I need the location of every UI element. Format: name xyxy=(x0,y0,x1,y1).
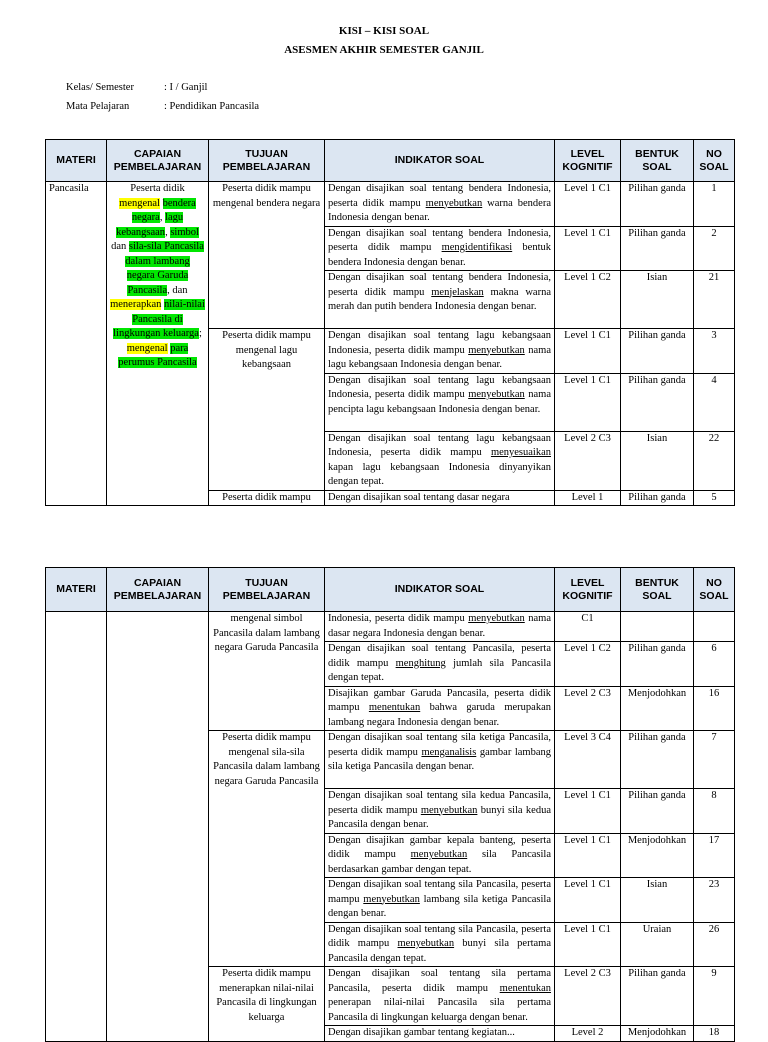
tujuan-cell: mengenal simbol Pancasila dalam lambang negara Garuda Pancasila xyxy=(209,612,325,731)
kisi-table-page-2 xyxy=(45,567,735,1042)
level-cell: Level 3 C4 xyxy=(555,731,621,789)
indikator-text: Dengan disajikan soal tentang sila Pancasila, peserta mampu xyxy=(328,879,551,905)
indikator-text: Dengan disajikan soal tentang lagu kebangsaan Indonesia, peserta didik mampu xyxy=(328,432,551,458)
indikator-text-end: bunyi sila kedua Pancasila dengan benar. xyxy=(328,804,551,830)
header-indikator: INDIKATOR SOAL xyxy=(325,140,555,182)
header-bentuk: BENTUK SOAL xyxy=(621,140,694,182)
indikator-verb: menyebutkan xyxy=(410,849,468,860)
tujuan-cell: Peserta didik mampu mengenal bendera negara xyxy=(209,182,325,329)
header-no: NO SOAL xyxy=(694,568,735,612)
indikator-verb: menyebutkan xyxy=(468,389,525,400)
indikator-cell xyxy=(325,833,555,878)
indikator-verb: menjelaskan xyxy=(431,286,484,298)
no-soal-cell: 9 xyxy=(694,967,735,1026)
indikator-cell xyxy=(325,612,555,642)
indikator-verb: menganalisis xyxy=(421,746,477,758)
no-soal-cell xyxy=(694,612,735,642)
capaian-cell xyxy=(107,182,209,506)
level-cell: Level 1 C1 xyxy=(555,182,621,227)
level-cell: C1 xyxy=(555,612,621,642)
bentuk-cell xyxy=(621,612,694,642)
meta-value: : Pendidikan Pancasila xyxy=(164,101,260,112)
indikator-cell xyxy=(325,642,555,687)
bentuk-cell: Pilihan ganda xyxy=(621,731,694,789)
indikator-cell xyxy=(325,226,555,271)
level-cell: Level 1 C1 xyxy=(555,373,621,431)
header-tujuan: TUJUAN PEMBELAJARAN xyxy=(209,140,325,182)
header-materi: MATERI xyxy=(46,568,107,612)
header-level: LEVEL KOGNITIF xyxy=(555,568,621,612)
indikator-cell xyxy=(325,789,555,834)
header-row xyxy=(46,140,735,182)
header-capaian: CAPAIAN PEMBELAJARAN xyxy=(107,140,209,182)
no-soal-cell: 26 xyxy=(694,922,735,967)
table-row xyxy=(46,612,735,642)
header-indikator: INDIKATOR SOAL xyxy=(325,568,555,612)
capaian-segment: nilai-nilai Pancasila di lingkungan keluarga xyxy=(113,299,205,339)
indikator-cell xyxy=(325,182,555,227)
indikator-cell xyxy=(325,329,555,374)
indikator-text: Dengan disajikan soal tentang lagu kebangsaan Indonesia, peserta didik mampu xyxy=(328,374,551,400)
document-subtitle: ASESMEN AKHIR SEMESTER GANJIL xyxy=(284,44,484,56)
indikator-text-end: makna warna merah dan putih bendera Indonesia dengan benar. xyxy=(328,286,551,312)
level-cell: Level 1 C1 xyxy=(555,922,621,967)
indikator-text: Dengan disajikan soal tentang sila pertama Pancasila, peserta didik mampu xyxy=(328,968,551,994)
indikator-verb: menyebutkan xyxy=(363,893,420,905)
level-cell: Level 1 C1 xyxy=(555,833,621,878)
no-soal-cell: 4 xyxy=(694,373,735,431)
kisi-table-page-1 xyxy=(45,139,735,506)
level-cell: Level 1 C1 xyxy=(555,878,621,923)
indikator-text: Dengan disajikan gambar tentang kegiatan... xyxy=(328,1027,515,1038)
capaian-segment: simbol xyxy=(170,226,199,238)
capaian-segment: mengenal xyxy=(126,342,168,354)
indikator-verb: menyesuaikan xyxy=(490,447,551,458)
indikator-text-end: bentuk bendera Indonesia dengan benar. xyxy=(328,242,552,268)
indikator-verb: menghitung xyxy=(395,657,446,669)
no-soal-cell: 21 xyxy=(694,271,735,329)
no-soal-cell: 22 xyxy=(694,431,735,490)
no-soal-cell: 5 xyxy=(694,490,735,506)
indikator-cell xyxy=(325,686,555,731)
bentuk-cell: Menjodohkan xyxy=(621,686,694,731)
bentuk-cell: Uraian xyxy=(621,922,694,967)
no-soal-cell: 7 xyxy=(694,731,735,789)
bentuk-cell: Pilihan ganda xyxy=(621,182,694,227)
bentuk-cell: Pilihan ganda xyxy=(621,490,694,506)
indikator-cell xyxy=(325,431,555,490)
indikator-verb: menyebutkan xyxy=(425,197,483,209)
no-soal-cell: 8 xyxy=(694,789,735,834)
indikator-text-end: bahwa garuda merupakan lambang negara Indonesia dengan benar. xyxy=(328,702,551,728)
indikator-text: Dengan disajikan soal tentang Pancasila, peserta didik mampu xyxy=(328,643,551,669)
level-cell: Level 2 xyxy=(555,1026,621,1042)
level-cell: Level 1 C2 xyxy=(555,271,621,329)
tujuan-cell: Peserta didik mampu menerapkan nilai-nilai Pancasila di lingkungan keluarga xyxy=(209,967,325,1042)
no-soal-cell: 17 xyxy=(694,833,735,878)
header-capaian: CAPAIAN PEMBELAJARAN xyxy=(107,568,209,612)
bentuk-cell: Pilihan ganda xyxy=(621,373,694,431)
indikator-text-end: nama pencipta lagu kebangsaan Indonesia dengan benar. xyxy=(328,389,551,415)
header-tujuan: TUJUAN PEMBELAJARAN xyxy=(209,568,325,612)
tujuan-cell: Peserta didik mampu xyxy=(209,490,325,506)
level-cell: Level 1 xyxy=(555,490,621,506)
indikator-text: Dengan disajikan soal tentang bendera Indonesia, peserta didik mampu xyxy=(328,227,551,253)
indikator-cell xyxy=(325,271,555,329)
level-cell: Level 2 C3 xyxy=(555,967,621,1026)
no-soal-cell: 1 xyxy=(694,182,735,227)
meta-key: Mata Pelajaran xyxy=(66,101,130,112)
bentuk-cell: Pilihan ganda xyxy=(621,329,694,374)
capaian-segment: dan xyxy=(111,241,129,252)
level-cell: Level 2 C3 xyxy=(555,686,621,731)
indikator-cell xyxy=(325,731,555,789)
capaian-segment: ; xyxy=(198,328,202,339)
bentuk-cell: Menjodohkan xyxy=(621,1026,694,1042)
indikator-verb: menentukan xyxy=(368,702,421,713)
indikator-verb: menentukan xyxy=(499,982,551,994)
indikator-verb: menyebutkan xyxy=(468,344,525,356)
header-no: NO SOAL xyxy=(694,140,735,182)
no-soal-cell: 6 xyxy=(694,642,735,687)
bentuk-cell: Pilihan ganda xyxy=(621,789,694,834)
level-cell: Level 1 C2 xyxy=(555,642,621,687)
header-row xyxy=(46,568,735,612)
level-cell: Level 1 C1 xyxy=(555,226,621,271)
capaian-segment: para perumus Pancasila xyxy=(118,342,197,368)
meta-subject xyxy=(66,101,259,112)
meta-value: : I / Ganjil xyxy=(164,82,208,93)
header-level: LEVEL KOGNITIF xyxy=(555,140,621,182)
bentuk-cell: Isian xyxy=(621,431,694,490)
indikator-text-end: bunyi sila pertama Pancasila dengan tepat. xyxy=(328,938,551,964)
indikator-text: Dengan disajikan gambar kepala banteng, peserta didik mampu xyxy=(328,834,551,860)
indikator-text: Dengan disajikan soal tentang lagu kebangsaan Indonesia, peserta didik mampu xyxy=(328,330,551,356)
no-soal-cell: 16 xyxy=(694,686,735,731)
capaian-segment: , xyxy=(159,212,166,223)
indikator-text-end: nama dasar negara Indonesia dengan benar. xyxy=(328,613,551,639)
indikator-cell xyxy=(325,922,555,967)
indikator-text-end: nama lagu kebangsaan Indonesia dengan benar. xyxy=(328,344,551,370)
indikator-cell xyxy=(325,490,555,506)
bentuk-cell: Isian xyxy=(621,271,694,329)
materi-cell xyxy=(46,612,107,1042)
level-cell: Level 1 C1 xyxy=(555,329,621,374)
indikator-verb: menyebutkan xyxy=(397,938,455,949)
indikator-cell xyxy=(325,373,555,431)
level-cell: Level 2 C3 xyxy=(555,431,621,490)
capaian-segment: menerapkan xyxy=(110,299,162,310)
bentuk-cell: Pilihan ganda xyxy=(621,226,694,271)
no-soal-cell: 18 xyxy=(694,1026,735,1042)
header-materi: MATERI xyxy=(46,140,107,182)
bentuk-cell: Isian xyxy=(621,878,694,923)
meta-class-semester xyxy=(66,82,207,93)
capaian-segment: lagu kebangsaan xyxy=(116,212,184,238)
tujuan-cell: Peserta didik mampu mengenal sila-sila Pancasila dalam lambang negara Garuda Pancasila xyxy=(209,731,325,967)
indikator-text-end: penerapan nilai-nilai Pancasila sila pertama Pancasila di lingkungan keluarga dengan benar. xyxy=(328,997,551,1023)
indikator-text: Dengan disajikan soal tentang sila ketiga Pancasila, peserta didik mampu xyxy=(328,732,551,758)
document-title: KISI – KISI SOAL xyxy=(338,25,430,37)
indikator-cell xyxy=(325,878,555,923)
table-row xyxy=(46,182,735,227)
indikator-text-end: jumlah sila Pancasila dengan tepat. xyxy=(328,657,551,683)
indikator-text-end: sila Pancasila berdasarkan gambar dengan tepat. xyxy=(328,849,551,875)
indikator-text: Dengan disajikan soal tentang bendera Indonesia, peserta didik mampu xyxy=(328,272,551,298)
capaian-segment: mengenal xyxy=(119,197,160,209)
indikator-verb: menyebutkan xyxy=(420,804,478,816)
bentuk-cell: Pilihan ganda xyxy=(621,642,694,687)
header-bentuk: BENTUK SOAL xyxy=(621,568,694,612)
indikator-verb: mengidentifikasi xyxy=(441,242,513,253)
no-soal-cell: 23 xyxy=(694,878,735,923)
capaian-segment: , dan xyxy=(167,284,188,296)
indikator-text: Dengan disajikan soal tentang bendera Indonesia, peserta didik mampu xyxy=(328,183,551,209)
indikator-text-end: warna bendera Indonesia dengan benar. xyxy=(328,197,551,223)
level-cell: Level 1 C1 xyxy=(555,789,621,834)
capaian-segment: bendera negara xyxy=(131,197,196,223)
bentuk-cell: Menjodohkan xyxy=(621,833,694,878)
indikator-cell xyxy=(325,967,555,1026)
indikator-text: Dengan disajikan soal tentang dasar negara xyxy=(328,491,510,503)
indikator-text-end: gambar lambang sila ketiga Pancasila dengan benar. xyxy=(328,746,552,772)
tujuan-cell: Peserta didik mampu mengenal lagu kebangsaan xyxy=(209,329,325,491)
materi-cell: Pancasila xyxy=(46,182,107,506)
indikator-text: Indonesia, peserta didik mampu xyxy=(328,613,469,624)
indikator-text-end: lambang sila ketiga Pancasila dengan benar. xyxy=(328,893,552,919)
indikator-cell xyxy=(325,1026,555,1042)
capaian-segment: sila-sila Pancasila dalam lambang negara Garuda Pancasila xyxy=(125,241,204,296)
capaian-cell xyxy=(107,612,209,1042)
bentuk-cell: Pilihan ganda xyxy=(621,967,694,1026)
indikator-text: Dengan disajikan soal tentang sila kedua Pancasila, peserta didik mampu xyxy=(328,790,551,816)
no-soal-cell: 3 xyxy=(694,329,735,374)
indikator-text: Dengan disajikan soal tentang sila Pancasila, peserta didik mampu xyxy=(328,923,551,949)
meta-key: Kelas/ Semester xyxy=(66,82,134,93)
capaian-segment: , xyxy=(165,226,171,238)
indikator-verb: menyebutkan xyxy=(468,613,525,624)
no-soal-cell: 2 xyxy=(694,226,735,271)
indikator-text-end: kapan lagu kebangsaan Indonesia dinyanyikan dengan tepat. xyxy=(328,461,551,487)
capaian-segment: Peserta didik xyxy=(130,183,185,194)
indikator-text: Disajikan gambar Garuda Pancasila, peserta didik mampu xyxy=(328,687,551,713)
